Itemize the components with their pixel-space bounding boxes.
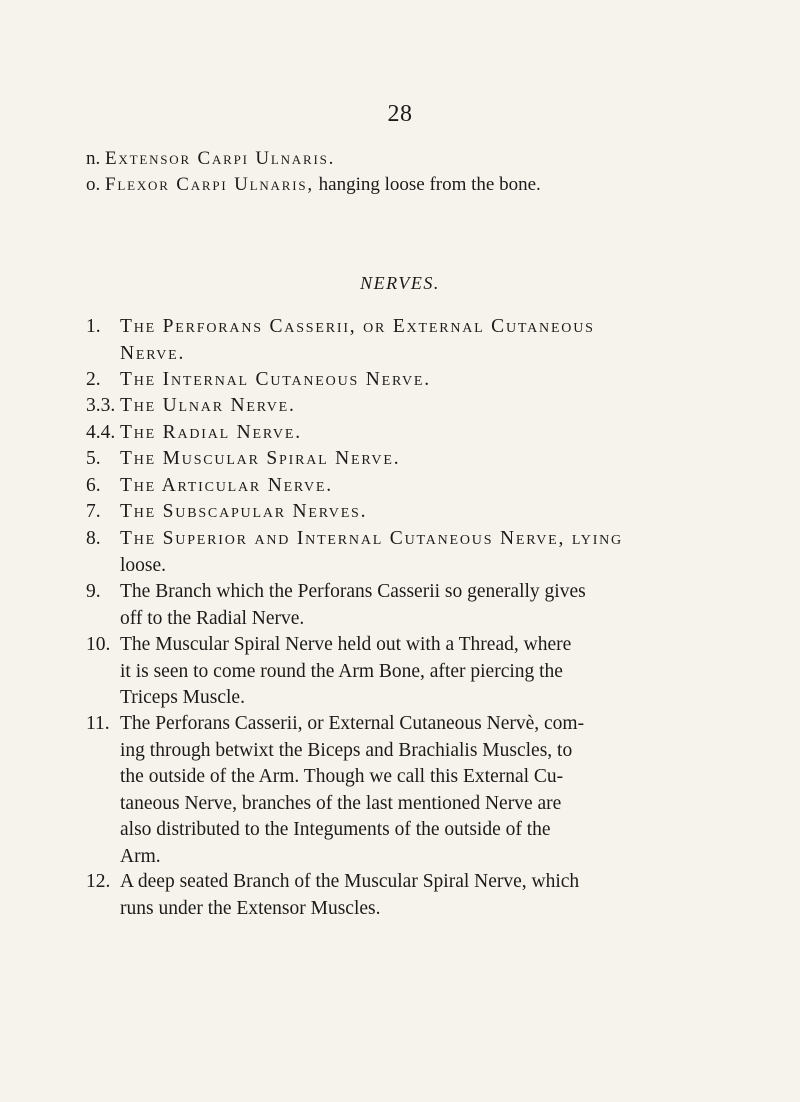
nerve-line: The Perforans Casserii, or External Cutaneous [120,316,595,337]
nerve-item-1 [86,314,595,367]
nerve-number: 3.3. [86,395,116,416]
nerve-line: off to the Radial Nerve. [120,607,305,629]
entry-letter: o. [86,174,101,195]
nerve-line: The Ulnar Nerve. [120,395,296,416]
nerve-line: loose. [120,554,167,576]
nerve-line: The Superior and Internal Cutaneous Nerve, lying [120,528,623,549]
nerve-line: Nerve. [120,342,186,364]
nerve-line: A deep seated Branch of the Muscular Spiral Nerve, which [120,871,580,892]
nerve-number: 7. [86,501,101,522]
nerve-item-7 [86,499,367,526]
nerve-line: The Muscular Spiral Nerve held out with a Thread, where [120,634,572,655]
muscle-entry-n [86,146,335,172]
nerve-item-3 [86,393,296,420]
nerve-number: 2. [86,369,101,390]
nerve-line: ing through betwixt the Biceps and Brachialis Muscles, to [120,739,573,761]
nerve-line: taneous Nerve, branches of the last mentioned Nerve are [120,792,562,814]
nerve-line: runs under the Extensor Muscles. [120,897,381,919]
nerve-item-4 [86,420,302,447]
nerves-heading: NERVES. [360,273,440,293]
nerve-line: The Branch which the Perforans Casserii so generally gives [120,581,586,602]
entry-description: hanging loose from the bone. [318,174,541,195]
nerve-number: 11. [86,713,110,734]
nerve-number: 4.4. [86,422,116,443]
nerve-line: the outside of the Arm. Though we call this External Cu- [120,766,564,787]
nerve-item-2 [86,367,431,394]
nerve-line: Arm. [120,845,161,867]
nerve-line: Triceps Muscle. [120,687,245,708]
nerve-item-9 [86,579,586,632]
nerve-item-10 [86,632,571,712]
nerve-item-5 [86,446,400,473]
nerve-line: The Subscapular Nerves. [120,501,368,522]
entry-letter: n. [86,148,101,169]
page-number: 28 [387,101,413,127]
entry-name: Flexor Carpi Ulnaris, [105,174,314,195]
nerve-number: 8. [86,528,101,549]
muscle-entry-o [86,172,541,198]
entry-name: Extensor Carpi Ulnaris. [105,148,336,169]
nerve-number: 6. [86,475,101,496]
nerve-line: The Perforans Casserii, or External Cutaneous Nervè, com- [120,713,585,734]
nerve-number: 12. [86,871,111,892]
nerve-number: 5. [86,448,101,469]
nerve-item-12 [86,869,579,922]
nerve-line: The Muscular Spiral Nerve. [120,448,401,469]
nerve-number: 1. [86,316,101,337]
nerve-item-11 [86,711,584,870]
nerve-item-8 [86,526,623,579]
nerve-line: The Internal Cutaneous Nerve. [120,369,431,390]
nerve-line: it is seen to come round the Arm Bone, after piercing the [120,660,563,682]
nerve-line: The Articular Nerve. [120,475,333,496]
nerve-item-6 [86,473,333,500]
nerve-number: 10. [86,634,111,655]
nerve-line: also distributed to the Integuments of the outside of the [120,819,551,840]
nerve-line: The Radial Nerve. [120,422,302,443]
nerve-number: 9. [86,581,101,602]
